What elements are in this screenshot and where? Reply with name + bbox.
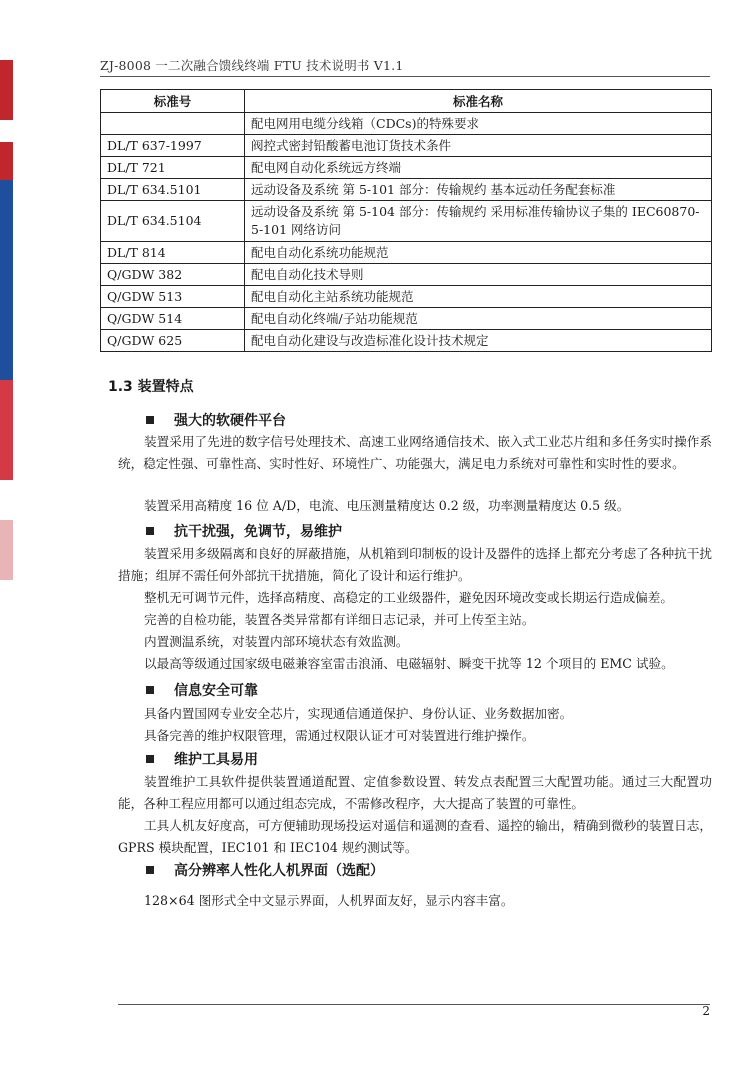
standard-name: 配电自动化终端/子站功能规范 [245,308,712,330]
feature-paragraph: 装置采用了先进的数字信号处理技术、高速工业网络通信技术、嵌入式工业芯片组和多任务实时操作系统，稳定性强、可靠性高、实时性好、环境性广、功能强大，满足电力系统对可靠性和实时性的要求。 [118,434,712,471]
standard-name: 配电自动化建设与改造标准化设计技术规定 [245,330,712,352]
decor-stripe-white [0,120,13,142]
square-bullet-icon [146,866,154,874]
feature-line: 完善的自检功能，装置各类异常都有详细日志记录，并可上传至主站。 [144,612,535,627]
square-bullet-icon [146,416,154,424]
feature-line: 内置测温系统，对装置内部环境状态有效监测。 [144,634,409,649]
standard-code: DL/T 637-1997 [101,135,245,157]
standard-name: 配电自动化主站系统功能规范 [245,286,712,308]
feature-paragraph: 装置维护工具软件提供装置通道配置、定值参数设置、转发点表配置三大配置功能。通过三大配置功能，各种工程应用都可以通过组态完成，不需修改程序，大大提高了装置的可靠性。 [118,774,712,811]
square-bullet-icon [146,686,154,694]
decor-stripe-blue [0,180,13,380]
table-row [101,308,712,330]
feature-line: 以最高等级通过国家级电磁兼容室雷击浪涌、电磁辐射、瞬变干扰等 12 个项目的 EMC 试验。 [144,656,674,671]
table-row [101,264,712,286]
standard-name: 远动设备及系统 第 5-101 部分：传输规约 基本远动任务配套标准 [245,179,712,201]
decor-stripe-faded [0,520,13,580]
standard-name: 远动设备及系统 第 5-104 部分：传输规约 采用标准传输协议子集的 IEC60870-5-101 网络访问 [245,201,712,242]
feature-heading [146,410,286,430]
table-row [101,179,712,201]
standard-name: 配电自动化系统功能规范 [245,242,712,264]
table-row [101,242,712,264]
feature-heading [146,860,384,880]
decor-stripe-red [0,142,13,180]
standards-table [100,89,712,352]
table-row [101,113,712,135]
table-row [101,135,712,157]
feature-heading [146,749,258,769]
standard-code: DL/T 814 [101,242,245,264]
decor-stripe-white [0,480,13,520]
feature-line: 整机无可调节元件，选择高精度、高稳定的工业级器件，避免因环境改变或长期运行造成偏差。 [144,590,673,605]
standard-code: DL/T 721 [101,157,245,179]
header-divider [100,76,710,77]
feature-title: 高分辨率人性化人机界面（选配） [174,863,384,879]
feature-heading [146,521,342,541]
feature-line: 装置采用高精度 16 位 A/D，电流、电压测量精度达 0.2 级，功率测量精度达 0.5 级。 [144,498,630,513]
standard-name: 配电网自动化系统远方终端 [245,157,712,179]
square-bullet-icon [146,527,154,535]
feature-title: 抗干扰强，免调节，易维护 [174,524,342,540]
decor-stripe-red [0,380,13,480]
feature-title: 维护工具易用 [174,752,258,768]
feature-paragraph: 工具人机友好度高，可方便辅助现场投运对遥信和遥测的查看、遥控的输出，精确到微秒的装置日志，GPRS 模块配置，IEC101 和 IEC104 规约测试等。 [118,818,712,855]
standard-code: Q/GDW 625 [101,330,245,352]
feature-line: 128×64 图形式全中文显示界面，人机界面友好，显示内容丰富。 [144,893,514,908]
section-title: 1.3 装置特点 [108,379,194,395]
footer-divider [118,1004,710,1005]
feature-paragraph: 装置采用多级隔离和良好的屏蔽措施，从机箱到印制板的设计及器件的选择上都充分考虑了各种抗干扰措施；组屏不需任何外部抗干扰措施，简化了设计和运行维护。 [118,546,712,583]
feature-heading [146,680,258,700]
column-header-name: 标准名称 [245,90,712,113]
table-header-row [101,90,712,113]
standard-code: DL/T 634.5104 [101,201,245,242]
column-header-code: 标准号 [101,90,245,113]
page-header: ZJ-8008 一二次融合馈线终端 FTU 技术说明书 V1.1 [100,58,404,73]
table-row [101,201,712,242]
decor-stripe-red [0,60,13,120]
feature-title: 信息安全可靠 [174,683,258,699]
standard-code [101,113,245,135]
standard-name: 配电网用电缆分线箱（CDCs)的特殊要求 [245,113,712,135]
feature-line: 具备内置国网专业安全芯片，实现通信通道保护、身份认证、业务数据加密。 [144,706,573,721]
standard-name: 配电自动化技术导则 [245,264,712,286]
feature-line: 具备完善的维护权限管理，需通过权限认证才可对装置进行维护操作。 [144,728,535,743]
table-row [101,157,712,179]
square-bullet-icon [146,755,154,763]
standard-code: Q/GDW 513 [101,286,245,308]
standard-name: 阀控式密封铅酸蓄电池订货技术条件 [245,135,712,157]
table-row [101,330,712,352]
standard-code: DL/T 634.5101 [101,179,245,201]
standard-code: Q/GDW 514 [101,308,245,330]
feature-title: 强大的软硬件平台 [174,413,286,429]
standard-code: Q/GDW 382 [101,264,245,286]
table-row [101,286,712,308]
page-number: 2 [702,1004,710,1018]
